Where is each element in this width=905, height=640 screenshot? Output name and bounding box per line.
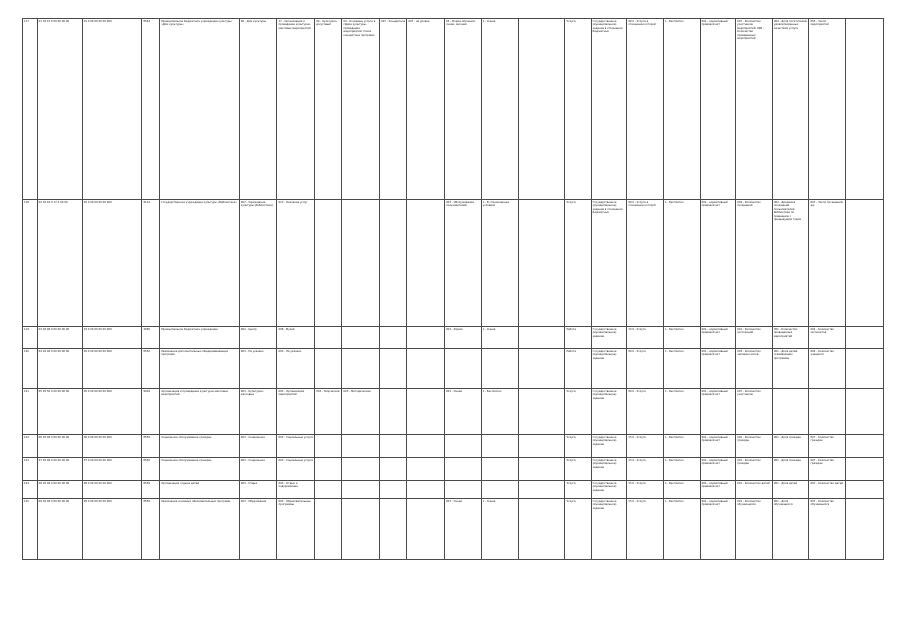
cell-d	[445, 349, 482, 389]
cell-form: 003 - Не указано	[239, 349, 277, 389]
cell-e	[481, 458, 519, 481]
cell-j: 1 - Бесплатно	[663, 19, 700, 200]
cell-i: 13 0 - Услуга	[627, 499, 664, 560]
cell-f	[519, 389, 565, 435]
cell-okved: 8544	[142, 19, 160, 200]
cell-okved: 9101	[142, 200, 160, 327]
cell-org: Реализация дополнительных общеразвивающих программ	[160, 349, 240, 389]
cell-g: Работа	[565, 349, 591, 389]
cell-code1: 06 18 48 0 00 00 00 00	[37, 435, 82, 458]
cell-c	[407, 349, 445, 389]
cell-n: 007 - Количество детей	[809, 481, 846, 499]
cell-e: 1 - В стационарных условиях	[481, 200, 519, 327]
cell-k: 001 - нормативный правовой акт	[700, 499, 736, 560]
cell-form: 003 - Отдых	[239, 481, 277, 499]
cell-j: 1 - Бесплатно	[663, 349, 700, 389]
cell-g: Услуга	[565, 481, 591, 499]
cell-okved: 8559	[142, 499, 160, 560]
cell-a	[342, 435, 380, 458]
cell-no: 119	[23, 327, 38, 349]
cell-no: 124	[23, 481, 38, 499]
cell-l: 001 - Количество обучающихся	[736, 499, 773, 560]
cell-form: 003 - Образование	[239, 499, 277, 560]
cell-i: 99 0 - Услуга в отношении которой	[627, 19, 664, 200]
cell-m: 002 - Динамика посещений пользователей библиотеки по сравнению с предыдущим годом	[772, 200, 809, 327]
registry-table	[22, 18, 884, 560]
cell-e: 1 - Бесплатно	[481, 389, 519, 435]
cell-h: Государственное (муниципальное) задание	[591, 389, 627, 435]
cell-n: 055 - Число мероприятий	[809, 19, 846, 200]
cell-m: 001 - Доля обучающихся	[772, 499, 809, 560]
cell-m: 001 - Доля граждан	[772, 458, 809, 481]
cell-code1: 01 18 15 6 00 00 00 00	[37, 19, 82, 200]
cell-org: Социальное обслуживание граждан	[160, 435, 240, 458]
cell-okved: 4065	[142, 327, 160, 349]
cell-b	[380, 499, 407, 560]
cell-org: Государственное учреждение культуры «Библиотека»	[160, 200, 240, 327]
cell-purpose: 013 - Оказание услуг	[277, 200, 315, 327]
cell-l: 004 - Количество посещений	[736, 200, 773, 327]
cell-type	[315, 327, 342, 349]
cell-i: 99 0 - Услуга в отношении которой	[627, 200, 664, 327]
cell-k: 001 - нормативный правовой акт	[700, 458, 736, 481]
cell-okved: 8552	[142, 349, 160, 389]
cell-g: Услуга	[565, 435, 591, 458]
cell-form: 003 - Социальное	[239, 435, 277, 458]
table-row	[23, 458, 884, 481]
cell-code1: 02 18 16 0 17 4 00 00	[37, 200, 82, 327]
registry-sheet	[22, 18, 884, 560]
cell-e	[481, 481, 519, 499]
cell-code1: 08 18 48 0 00 00 00 00	[37, 481, 82, 499]
cell-n: 004 - Количество экспонатов	[809, 327, 846, 349]
cell-l: 001 - Количество экспозиций	[736, 327, 773, 349]
table-row	[23, 389, 884, 435]
cell-a	[342, 458, 380, 481]
cell-purpose: 008 - Музей	[277, 327, 315, 349]
cell-m: 001 - Доля детей	[772, 481, 809, 499]
cell-f	[519, 458, 565, 481]
cell-h: Государственное (муниципальное) задание	[591, 435, 627, 458]
cell-code2: 07 0 00 00 00 00 000	[82, 458, 142, 481]
cell-code2: 05 0 00 00 00 00 000	[82, 389, 142, 435]
cell-c	[407, 327, 445, 349]
cell-f	[519, 327, 565, 349]
cell-b	[380, 435, 407, 458]
cell-g: Услуга	[565, 499, 591, 560]
cell-c	[407, 481, 445, 499]
cell-e: 1 - Очная	[481, 19, 519, 200]
cell-d: 003 - Очная	[445, 499, 482, 560]
cell-j: 1 - Бесплатно	[663, 327, 700, 349]
cell-no: 123	[23, 458, 38, 481]
cell-org: Реализация основных образовательных программ	[160, 499, 240, 560]
cell-n: 004 - Количество учащихся	[809, 349, 846, 389]
cell-b	[380, 349, 407, 389]
cell-o	[846, 458, 884, 481]
table-row	[23, 481, 884, 499]
cell-purpose: 17 - Организация и проведение культурно-массовых мероприятий	[277, 19, 315, 200]
cell-d: 003 - Обслуживание пользователей	[445, 200, 482, 327]
cell-f	[519, 481, 565, 499]
cell-o	[846, 389, 884, 435]
cell-d: 03 - Форма обучения: очная, заочная	[445, 19, 482, 200]
cell-g: Работа	[565, 327, 591, 349]
cell-c	[407, 435, 445, 458]
cell-type	[315, 458, 342, 481]
cell-h: Государственное (муниципальное) задание	[591, 499, 627, 560]
cell-i: 13 0 - Услуга	[627, 458, 664, 481]
cell-i: 13 0 - Услуга	[627, 435, 664, 458]
cell-g: Услуга	[565, 200, 591, 327]
cell-j: 1 - Бесплатно	[663, 481, 700, 499]
cell-code2: 06 0 00 00 00 00 000	[82, 435, 142, 458]
cell-o	[846, 499, 884, 560]
cell-d	[445, 481, 482, 499]
cell-k: 001 - нормативный правовой акт	[700, 389, 736, 435]
cell-form: 002 - Центр	[239, 327, 277, 349]
cell-n: 007 - Количество граждан	[809, 458, 846, 481]
cell-a: 003 - Методические	[342, 389, 380, 435]
cell-b	[380, 200, 407, 327]
cell-h: Государственное (муниципальное) задание	[591, 481, 627, 499]
cell-type	[315, 481, 342, 499]
cell-d	[445, 435, 482, 458]
cell-org: Муниципальное бюджетное учреждение культуры «Дом культуры»	[160, 19, 240, 200]
cell-no: 118	[23, 200, 38, 327]
cell-d: 003 - Форма	[445, 327, 482, 349]
table-row	[23, 19, 884, 200]
cell-a	[342, 349, 380, 389]
cell-no: 122	[23, 435, 38, 458]
cell-i: 13 0 - Услуга	[627, 327, 664, 349]
cell-i: 13 0 - Услуга	[627, 481, 664, 499]
cell-org: Организация отдыха детей	[160, 481, 240, 499]
cell-o	[846, 349, 884, 389]
cell-type	[315, 499, 342, 560]
cell-okved: 9004	[142, 389, 160, 435]
table-row	[23, 349, 884, 389]
cell-b	[380, 327, 407, 349]
table-row	[23, 435, 884, 458]
cell-j: 1 - Бесплатно	[663, 389, 700, 435]
cell-j: 1 - Бесплатно	[663, 499, 700, 560]
cell-code1: 07 18 48 0 00 00 00 00	[37, 458, 82, 481]
cell-g: Услуга	[565, 19, 591, 200]
table-row	[23, 327, 884, 349]
cell-k: 001 - нормативный правовой акт	[700, 19, 736, 200]
cell-a	[342, 481, 380, 499]
cell-l: 007 - Количество участников	[736, 389, 773, 435]
table-row	[23, 499, 884, 560]
cell-e	[481, 435, 519, 458]
cell-b	[380, 481, 407, 499]
cell-c	[407, 200, 445, 327]
cell-code1: 09 18 48 0 00 00 00 00	[37, 499, 82, 560]
cell-form: 003 - Социальное	[239, 458, 277, 481]
cell-d	[445, 458, 482, 481]
cell-c	[407, 458, 445, 481]
cell-l: 001 - Количество граждан	[736, 458, 773, 481]
cell-b	[380, 389, 407, 435]
cell-h: Государственное (муниципальное) задание	[591, 349, 627, 389]
cell-j: 1 - Бесплатно	[663, 458, 700, 481]
cell-type: 003 - Творческие	[315, 389, 342, 435]
cell-code1: 05 18 50 0 00 00 00 00	[37, 389, 82, 435]
cell-a	[342, 200, 380, 327]
cell-n: 007 - Число посещений, ед.	[809, 200, 846, 327]
cell-i: 99 0 - Услуга	[627, 349, 664, 389]
cell-m: 001 - Доля детей, осваивающих программы	[772, 349, 809, 389]
cell-form: 06 - Дом культуры	[239, 19, 277, 200]
cell-o	[846, 19, 884, 200]
cell-purpose: 003 - Образовательные программы	[277, 499, 315, 560]
cell-code2: 04 0 00 00 00 00 000	[82, 349, 142, 389]
cell-org: Организация и проведение культурно-массовых мероприятий	[160, 389, 240, 435]
cell-m: 004 - Доля посетителей, удовлетворенных качеством услуги	[772, 19, 809, 200]
cell-a	[342, 499, 380, 560]
cell-e: 1 - Очная	[481, 499, 519, 560]
cell-no: 121	[23, 389, 38, 435]
cell-g: Услуга	[565, 458, 591, 481]
cell-type: 04 - Культурно-досуговый	[315, 19, 342, 200]
cell-purpose: 003 - Не указано	[277, 349, 315, 389]
cell-o	[846, 435, 884, 458]
cell-purpose: 003 - Социальные услуги	[277, 435, 315, 458]
cell-org: Социальное обслуживание граждан	[160, 458, 240, 481]
cell-g: Услуга	[565, 389, 591, 435]
cell-okved: 8559	[142, 458, 160, 481]
cell-m: 001 - Доля граждан	[772, 435, 809, 458]
cell-k: 001 - нормативный правовой акт	[700, 200, 736, 327]
cell-purpose: 003 - Социальные услуги	[277, 458, 315, 481]
cell-form: 007 - Учреждение культуры (библиотека)	[239, 200, 277, 327]
cell-f	[519, 200, 565, 327]
cell-no: 120	[23, 349, 38, 389]
cell-l: 001 - Количество граждан	[736, 435, 773, 458]
cell-purpose: 003 - Отдых и оздоровление	[277, 481, 315, 499]
cell-h: Государственное (муниципальное) задание в отношении бюджетных	[591, 19, 627, 200]
cell-j: 1 - Бесплатно	[663, 200, 700, 327]
cell-j: 1 - Бесплатно	[663, 435, 700, 458]
cell-code1: 04 18 48 0 00 00 00 00	[37, 349, 82, 389]
cell-b: 007 - Концертное	[380, 19, 407, 200]
cell-n	[809, 389, 846, 435]
cell-h: Государственное (муниципальное) задание	[591, 458, 627, 481]
cell-h: Государственное (муниципальное) задание	[591, 327, 627, 349]
cell-k: 001 - нормативный правовой акт	[700, 481, 736, 499]
cell-org: Муниципальное бюджетное учреждение	[160, 327, 240, 349]
cell-type	[315, 435, 342, 458]
cell-n: 007 - Количество обучающихся	[809, 499, 846, 560]
cell-f	[519, 349, 565, 389]
cell-l: 003 - Количество человеко-часов	[736, 349, 773, 389]
cell-b	[380, 458, 407, 481]
cell-no: 125	[23, 499, 38, 560]
cell-code2: 03 0 00 00 00 00 000	[82, 327, 142, 349]
cell-a	[342, 327, 380, 349]
cell-n: 007 - Количество граждан	[809, 435, 846, 458]
cell-m: 001 - Количество проведенных мероприятий	[772, 327, 809, 349]
cell-f	[519, 19, 565, 200]
cell-k: 001 - нормативный правовой акт	[700, 435, 736, 458]
cell-k: 001 - нормативный правовой акт	[700, 327, 736, 349]
cell-c: 007 - на уровне	[407, 19, 445, 200]
cell-k: 001 - нормативный правовой акт	[700, 349, 736, 389]
cell-l: 001 - Количество детей	[736, 481, 773, 499]
cell-e: 1 - Очная	[481, 327, 519, 349]
cell-o	[846, 200, 884, 327]
cell-i: 99 0 - Услуга	[627, 389, 664, 435]
cell-okved: 8559	[142, 481, 160, 499]
cell-e	[481, 349, 519, 389]
cell-code1: 03 18 48 0 00 00 00 00	[37, 327, 82, 349]
cell-l: 007 - Количество участников мероприятий; 008 - Количество проведенных мероприятий	[736, 19, 773, 200]
cell-c	[407, 499, 445, 560]
cell-h: Государственное (муниципальное) задание в отношении бюджетных	[591, 200, 627, 327]
cell-form: 003 - Культурно-массовые	[239, 389, 277, 435]
cell-m	[772, 389, 809, 435]
cell-type	[315, 200, 342, 327]
cell-type	[315, 349, 342, 389]
cell-no: 117	[23, 19, 38, 200]
table-row	[23, 200, 884, 327]
cell-f	[519, 435, 565, 458]
cell-f	[519, 499, 565, 560]
cell-o	[846, 327, 884, 349]
cell-code2: 02 0 00 00 00 00 000	[82, 200, 142, 327]
cell-o	[846, 481, 884, 499]
cell-code2: 01 0 00 00 00 00 000	[82, 19, 142, 200]
cell-code2: 08 0 00 00 00 00 000	[82, 481, 142, 499]
cell-c	[407, 389, 445, 435]
cell-purpose: 003 - Организация мероприятий	[277, 389, 315, 435]
cell-code2: 09 0 00 00 00 00 000	[82, 499, 142, 560]
cell-okved: 8559	[142, 435, 160, 458]
cell-a: 04 - Основные услуги в сфере культуры, проведение мероприятий, показ концертных программ	[342, 19, 380, 200]
cell-d: 003 - Очная	[445, 389, 482, 435]
